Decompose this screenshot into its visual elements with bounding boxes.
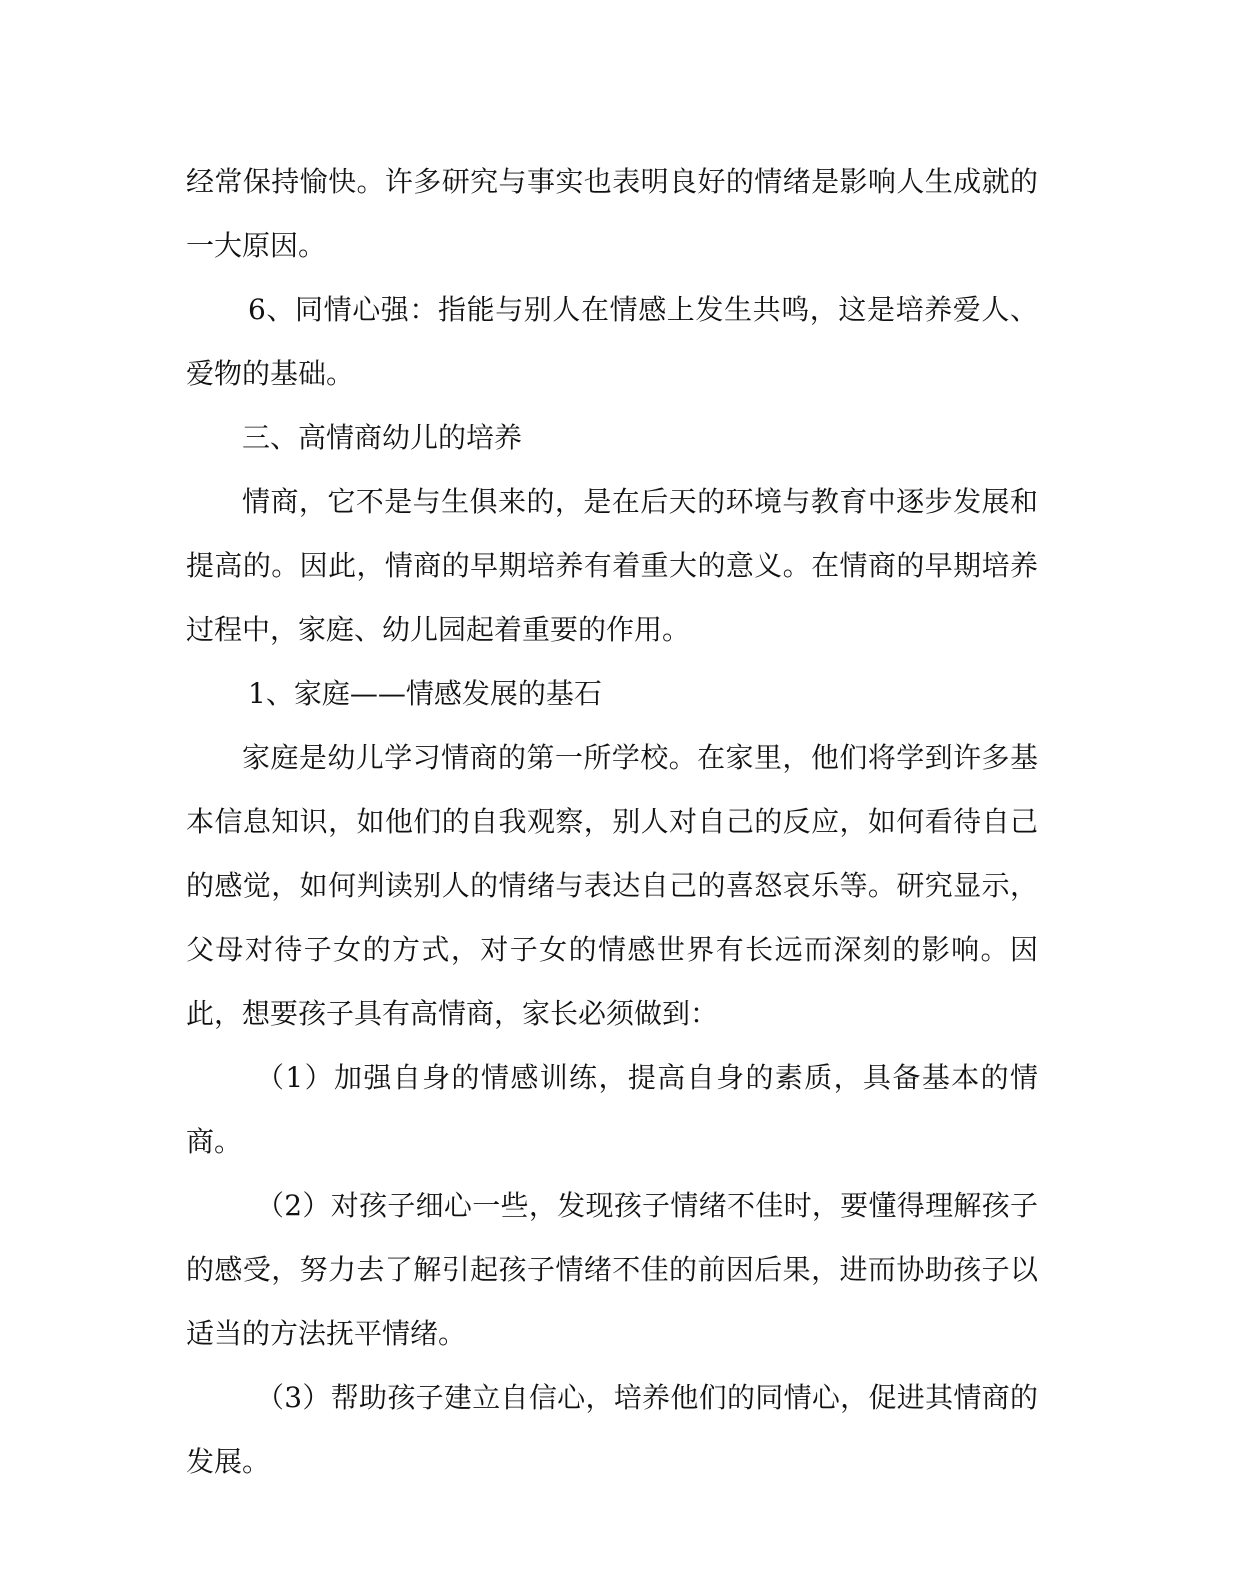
document-body <box>186 150 1038 1494</box>
list-item-2: （2）对孩子细心一些，发现孩子情绪不佳时，要懂得理解孩子的感受，努力去了解引起孩子情绪不佳的前因后果，进而协助孩子以适当的方法抚平情绪。 <box>186 1189 1038 1350</box>
list-item-1: （1）加强自身的情感训练，提高自身的素质，具备基本的情商。 <box>186 1061 1038 1158</box>
paragraph-item-6: 6、同情心强：指能与别人在情感上发生共鸣，这是培养爱人、爱物的基础。 <box>186 293 1038 390</box>
list-item-3: （3）帮助孩子建立自信心，培养他们的同情心，促进其情商的发展。 <box>186 1381 1038 1478</box>
paragraph-family: 家庭是幼儿学习情商的第一所学校。在家里，他们将学到许多基本信息知识，如他们的自我观察，别人对自己的反应，如何看待自己的感觉，如何判读别人的情绪与表达自己的喜怒哀乐等。研究显示，父母对待子女的方式，对子女的情感世界有长远而深刻的影响。因此，想要孩子具有高情商，家长必须做到： <box>186 741 1038 1030</box>
subheading-family: 1、家庭——情感发展的基石 <box>248 677 602 710</box>
paragraph-continuation: 经常保持愉快。许多研究与事实也表明良好的情绪是影响人生成就的一大原因。 <box>186 165 1038 262</box>
paragraph-intro: 情商，它不是与生俱来的，是在后天的环境与教育中逐步发展和提高的。因此，情商的早期培养有着重大的意义。在情商的早期培养过程中，家庭、幼儿园起着重要的作用。 <box>186 485 1038 646</box>
section-heading-3: 三、高情商幼儿的培养 <box>242 421 523 454</box>
